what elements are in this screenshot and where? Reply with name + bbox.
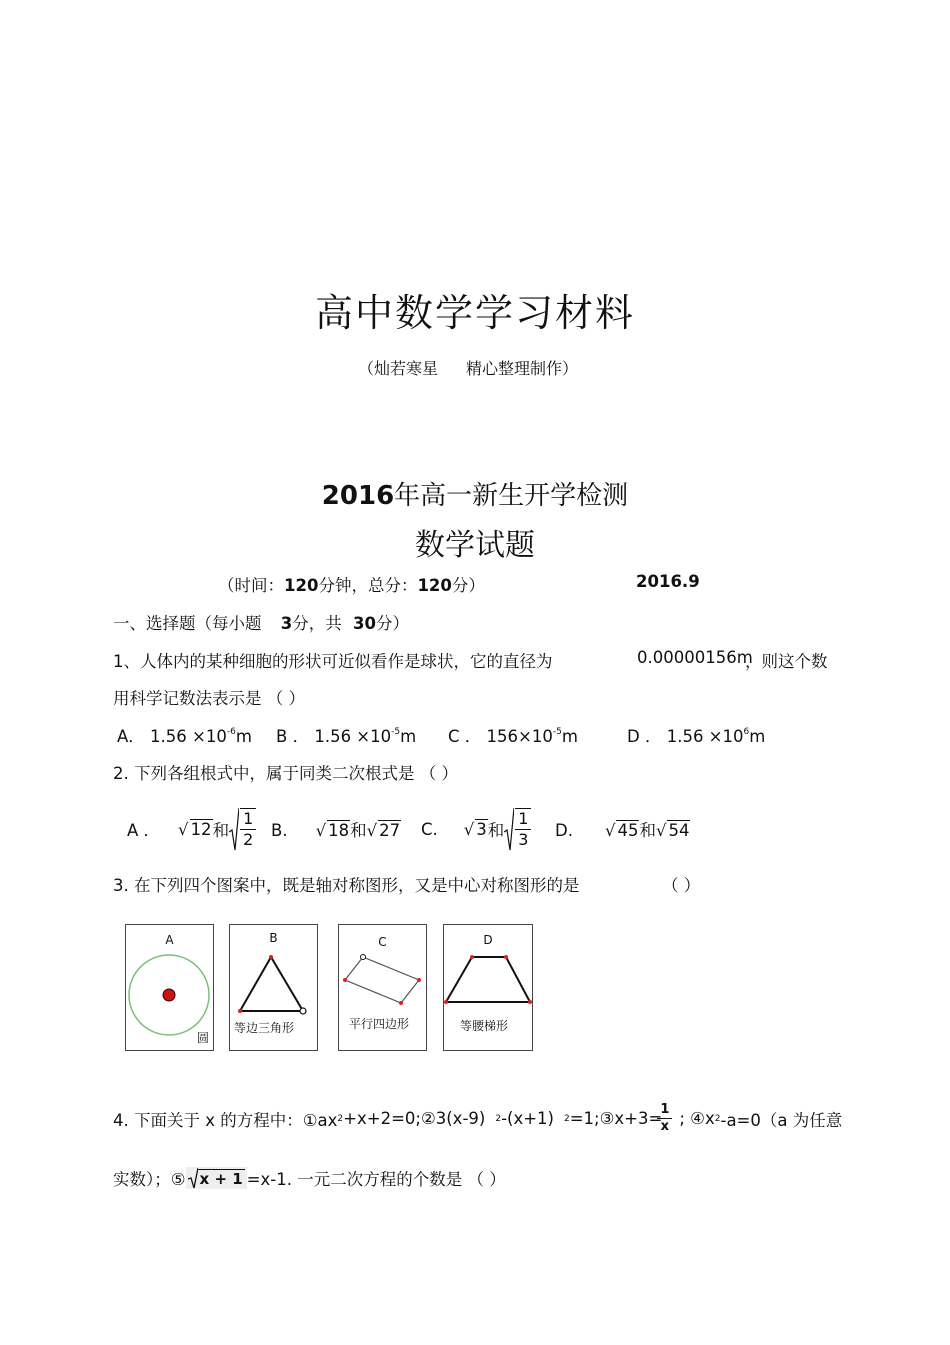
q4-radicand: x + 1 [199, 1169, 243, 1188]
and-a: 和 [212, 821, 230, 840]
figure-d-caption: 等腰梯形 [460, 1019, 509, 1033]
q4-frac-num: 1 [657, 1102, 672, 1119]
sqrt-54: √ 54 [655, 821, 690, 840]
q3-paren: （ ） [662, 876, 701, 895]
figure-c-parallelogram [338, 924, 427, 1051]
q1-line2: 用科学记数法表示是 （ ） [113, 689, 305, 708]
option-b-label: B ． [276, 727, 310, 746]
option-c-label: C ． [448, 727, 482, 746]
figure-b-label: B [269, 931, 278, 945]
q2-option-b [271, 817, 401, 841]
q2-d-label: D. [555, 821, 573, 840]
sqrt-18: √ 18 [315, 821, 350, 840]
q4-line2 [113, 1166, 506, 1190]
radicand-3: 3 [476, 820, 487, 839]
option-a-exp: -6 [226, 727, 236, 737]
q2-option-d [555, 817, 690, 841]
radicand-54: 54 [668, 821, 690, 840]
frac-num-a: 1 [240, 809, 256, 830]
q4-line2-a: 实数）；⑤ [113, 1170, 186, 1189]
q2-b-label: B. [271, 821, 288, 840]
points-each: 3 [280, 614, 293, 633]
q4-fraction [657, 1102, 672, 1135]
and-d: 和 [639, 821, 656, 840]
q1-value: 0.00000156m [637, 648, 753, 667]
q4-text-b: +x+2=0;②3(x-9) [343, 1109, 486, 1128]
radical-sign-icon [229, 806, 239, 852]
exam-title-text: 年高一新生开学检测 [394, 481, 629, 511]
q1-option-a [117, 723, 252, 747]
q2-a-label: A ． [127, 821, 161, 840]
radicand-18: 18 [328, 821, 350, 840]
sqrt-third [504, 806, 532, 852]
exam-title [0, 475, 950, 512]
section-heading-b: 分，共 [292, 614, 342, 633]
q1-option-b [276, 723, 416, 747]
q4-text-e: ; ④x [679, 1109, 715, 1128]
option-a-base: 1.56 ×10 [150, 727, 227, 746]
option-c-base: 156×10 [486, 727, 553, 746]
q1-text-end: ，则这个数 [745, 652, 828, 671]
q3-text: 3. 在下列四个图案中，既是轴对称图形，又是中心对称图形的是 [113, 876, 580, 895]
frac-den-c: 3 [518, 830, 529, 849]
compiler-note-left: （灿若寒星 [358, 359, 439, 378]
option-a-unit: m [235, 727, 252, 746]
subject-title: 数学试题 [415, 528, 535, 563]
section-heading-c: 分） [375, 614, 409, 633]
score-unit: 分） [451, 576, 485, 595]
figure-b-caption: 等边三角形 [234, 1021, 295, 1035]
exam-year: 2016 [321, 481, 395, 511]
q4-text-a: 4. 下面关于 x 的方程中：①ax [113, 1110, 338, 1130]
option-b-unit: m [400, 727, 417, 746]
radicand-27: 27 [379, 821, 401, 840]
sqrt-12: √ 12 [178, 820, 212, 839]
figure-a-label: A [165, 933, 174, 947]
figure-d-label: D [483, 933, 493, 947]
sqrt-3: √ 3 [463, 820, 487, 839]
sqrt-x-plus-1 [186, 1167, 247, 1189]
option-d-unit: m [749, 727, 766, 746]
figure-c-label: C [378, 935, 387, 949]
radicand-12: 12 [190, 820, 212, 839]
figure-a-caption: 圆 [196, 1031, 209, 1045]
section-heading-a: 一、选择题（每小题 [113, 614, 262, 633]
figure-d-trapezoid [443, 924, 533, 1051]
q4-text-f: -a=0（a 为任意 [720, 1110, 843, 1130]
q4-line2-b: =x-1. 一元二次方程的个数是 （ ） [246, 1170, 506, 1189]
exam-info [218, 572, 485, 596]
option-d-label: D ． [627, 727, 662, 746]
material-title: 高中数学学习材料 [314, 291, 635, 335]
option-d-base: 1.56 ×10 [666, 727, 744, 746]
radicand-45: 45 [617, 821, 639, 840]
q1-option-c [448, 723, 578, 747]
exam-date: 2016.9 [636, 572, 700, 591]
sqrt-45: √ 45 [604, 821, 639, 840]
q1-option-d [627, 723, 765, 747]
option-b-exp: -5 [391, 727, 401, 737]
q4-text-c: -(x+1) [501, 1109, 554, 1128]
time-unit: 分钟，总分： [318, 576, 418, 595]
radical-sign-icon [504, 806, 514, 852]
frac-num-c: 1 [515, 809, 531, 830]
q2-text: 2. 下列各组根式中，属于同类二次根式是 （ ） [113, 764, 458, 783]
compiler-note-right: 精心整理制作） [466, 359, 579, 378]
q2-c-label: C. [421, 819, 438, 839]
time-value: 120 [284, 576, 319, 595]
figure-a-circle [125, 924, 214, 1051]
radical-sign-icon [188, 1167, 198, 1189]
option-a-label: A． [117, 727, 145, 746]
option-b-base: 1.56 ×10 [314, 727, 392, 746]
q4-line1: 4. 下面关于 x 的方程中：①ax 2 +x+2=0;②3(x-9) 2 -(x+1) 2 =1;③x+3= $\frac{1}{x}$ ; ④x 2 -a=0（a 为任意 [113, 1102, 843, 1134]
and-b: 和 [350, 821, 367, 840]
q2-option-c [421, 806, 532, 852]
option-d-exp: 6 [743, 727, 750, 737]
frac-den-a: 2 [243, 830, 254, 849]
score-value: 120 [417, 576, 452, 595]
figure-c-caption: 平行四边形 [349, 1017, 410, 1031]
sqrt-half [229, 806, 257, 852]
q2-option-a [127, 806, 257, 852]
q4-text-d: =1;③x+3= [569, 1109, 663, 1128]
option-c-exp: -5 [552, 727, 562, 737]
and-c: 和 [487, 821, 505, 840]
figure-b-triangle [229, 924, 318, 1051]
option-c-unit: m [561, 727, 578, 746]
q1-text: 1、人体内的某种细胞的形状可近似看作是球状，它的直径为 [113, 652, 553, 671]
points-total: 30 [352, 614, 376, 633]
q4-frac-den: x [660, 1119, 670, 1134]
time-label: （时间： [218, 576, 284, 595]
section-heading [113, 610, 409, 634]
sqrt-27: √ 27 [366, 821, 401, 840]
